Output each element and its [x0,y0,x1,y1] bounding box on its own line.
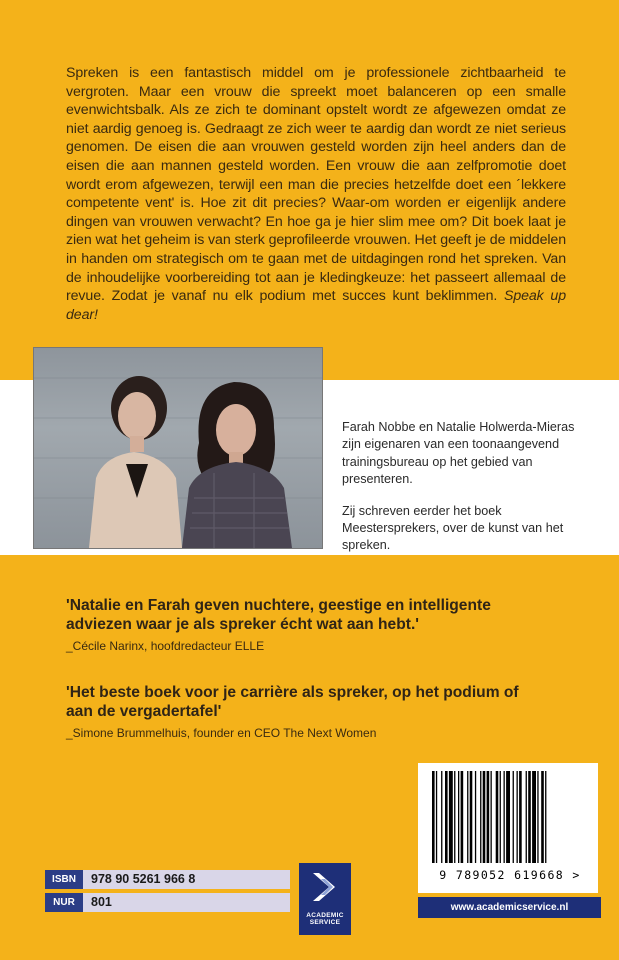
quote-text: 'Het beste boek voor je carrière als spreker, op het podium of aan de vergadertafel' [66,684,519,720]
isbn-value: 978 90 5261 966 8 [91,872,196,886]
publisher-name: ACADEMIC SERVICE [306,912,344,926]
isbn-label: ISBN [45,870,83,889]
author-left-figure [89,376,182,548]
authors-photo [34,348,322,548]
quote-block-1 [66,596,536,653]
chevron-logo-icon [299,863,351,913]
quote-attribution: _Simone Brummelhuis, founder en CEO The Next Women [66,726,377,740]
blurb-body: Spreken is een fantastisch middel om je professionele zichtbaarheid te vergroten. Maar een vrouw die spreekt moet balanceren op een smalle evenwichtsbalk. Als ze zich te dominant opstelt wordt ze afgewezen omdat ze niet aardig genoeg is. Gedraagt ze zich weer te aardig dan wordt ze niet serieus genomen. De eisen die aan vrouwen gesteld worden zijn heel anders dan de eisen die aan mannen gesteld worden. Een vrouw die aan zelfpromotie doet wordt erom afgewezen, terwijl een man die precies hetzelfde doet een ´lekkere competente vent' is. Hoe zit dit precies? Waar-om worden er eigenlijk andere dingen van vrouwen verwacht? En hoe ga je hier slim mee om? Dit boek laat je zien wat het geheim is van sterk geprofileerde vrouwen. Het geeft je de middelen in handen om strategisch om te gaan met de uitdagingen rond het spreken. Van de inhoudelijke voorbereiding tot aan je kledingkeuze: het passeert allemaal de revue. Zodat je vanaf nu elk podium met succes kunt beklimmen. [66,65,566,305]
author-right-figure [182,382,292,548]
isbn-row [45,870,290,889]
nur-row [45,893,290,912]
quote-text: 'Natalie en Farah geven nuchtere, geestige en intelligente adviezen waar je als spreker écht wat aan hebt.' [66,597,491,633]
back-cover-blurb [66,64,566,324]
publisher-website[interactable]: www.academicservice.nl [418,897,601,918]
barcode-bars [418,763,598,868]
bio-paragraph-2: Zij schreven eerder het boek Meestersprekers, over de kunst van het spreken. [342,503,564,553]
publisher-logo [299,863,351,935]
quote-attribution: _Cécile Narinx, hoofdredacteur ELLE [66,639,265,653]
quote-block-2 [66,683,536,740]
author-bio [342,419,582,569]
review-quotes [66,596,536,740]
barcode-digits: 9 789052 619668 > [439,868,581,882]
bio-paragraph-1: Farah Nobbe en Natalie Holwerda-Mieras zijn eigenaren van een toonaangevend trainingsbureau op het gebied van presenteren. [342,420,575,487]
blurb-closing: Speak up dear! [66,288,566,323]
nur-value: 801 [91,895,112,909]
nur-label: NUR [45,893,83,912]
